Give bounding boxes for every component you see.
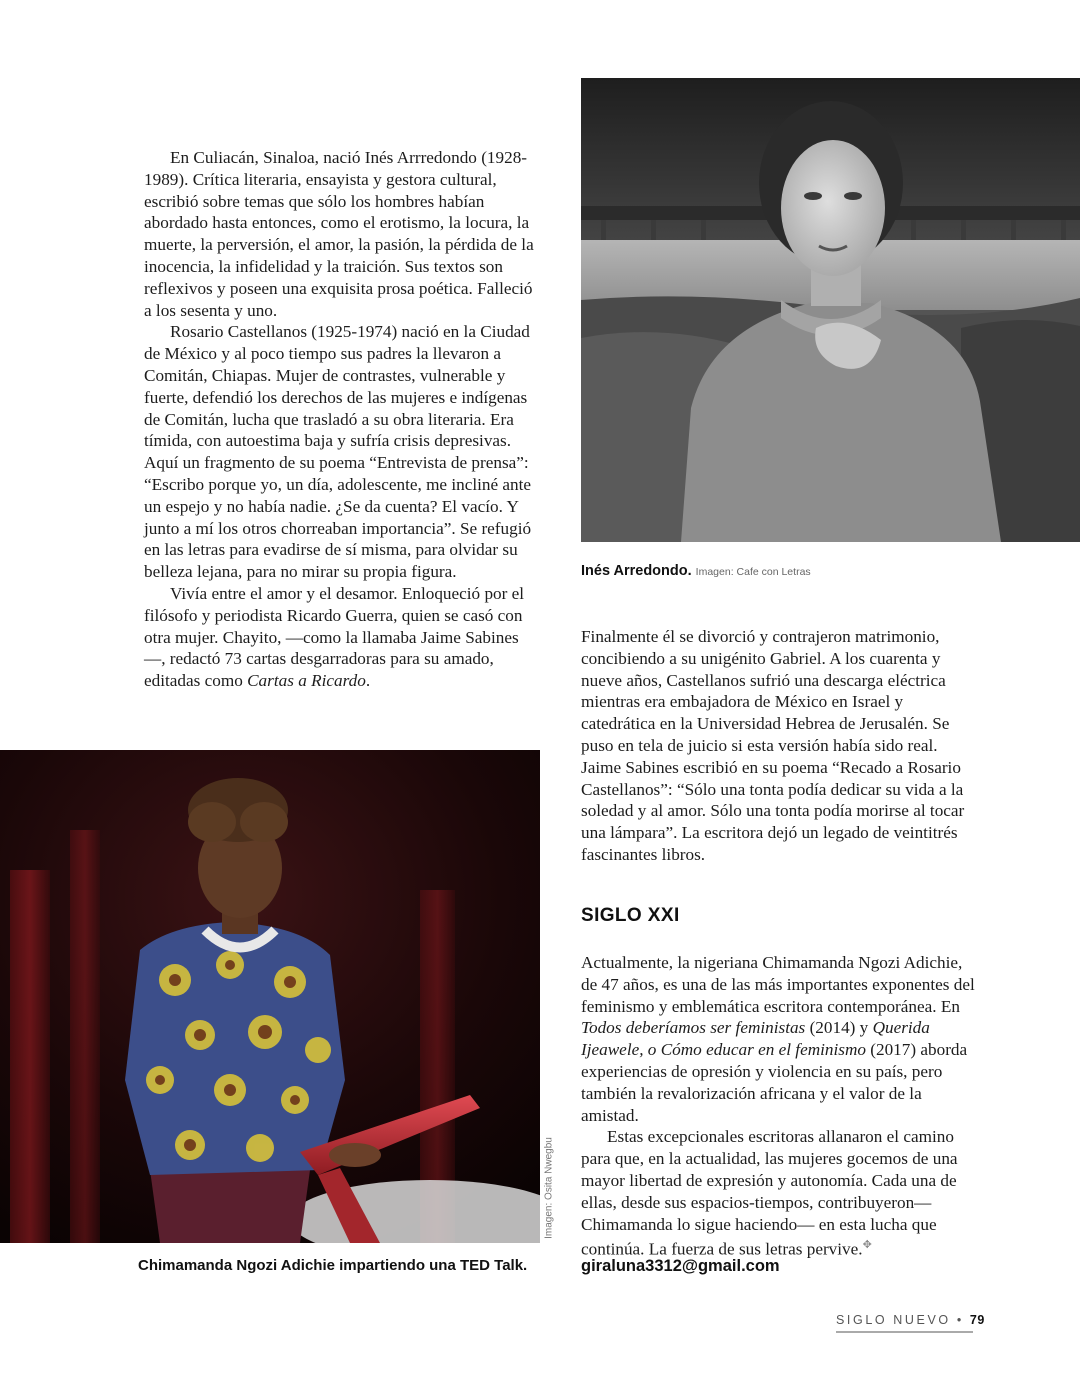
caption-credit: Imagen: Cafe con Letras [695, 566, 811, 578]
paragraph-amor-desamor [144, 583, 540, 692]
author-email[interactable]: giraluna3312@gmail.com [581, 1257, 780, 1275]
ines-arredondo-photo [581, 78, 1080, 542]
paragraph-text: Vivía entre el amor y el desamor. Enloqueció por el filósofo y periodista Ricardo Guerra, quien se casó con otra mujer. Chayito, —como la llamaba Jaime Sabines—, redactó 73 cartas desgarradoras para su amado, editadas como [144, 583, 525, 691]
paragraph-ines-arredondo: En Culiacán, Sinaloa, nació Inés Arrredondo (1928-1989). Crítica literaria, ensayista y gestora cultural, escribió sobre temas que sólo los hombres habían abordado hasta entonces, como el erotismo, la locura, la muerte, la perversión, el amor, la pasión, la pérdida de la inocencia, la infidelidad y la traición. Sus textos son reflexivos y poseen una exquisita prosa poética. Falleció a los sesenta y uno. [144, 148, 534, 320]
page-number: 79 [969, 1313, 985, 1327]
paragraph-text-b: (2014) y [805, 1018, 873, 1038]
footer-separator: • [956, 1313, 964, 1327]
paragraph-rosario-castellanos: Rosario Castellanos (1925-1974) nació en la Ciudad de México y al poco tiempo sus padres la llevaron a Comitán, Chiapas. Mujer de contrastes, vulnerable y fuerte, defendió los derechos de las mujeres e indígenas de Comitán, lucha que trasladó a su obra literaria. Era tímida, con autoestima baja y sufría crisis depresivas. Aquí un fragmento de su poema “Entrevista de prensa”: “Escribo porque yo, un día, adolescente, me incliné ante un espejo y no había nadie. ¿Se da cuenta? El vacío. Y junto a mí los otros chorreaban importancia”. Se refugió en las letras para evadirse de sí misma, para olvidar su belleza lejana, para no mirar su propia figura. [144, 322, 532, 582]
book-title-querida-ijeawele: Querida Ijeawele, o Cómo educar en el feminismo [581, 1018, 930, 1060]
end-mark-icon: ✥ [862, 1239, 872, 1252]
caption-name: Inés Arredondo. [581, 563, 692, 579]
magazine-name: SIGLO NUEVO [836, 1313, 951, 1327]
section-heading: SIGLO XXI [581, 905, 680, 926]
paragraph-end: . [365, 671, 371, 691]
chimamanda-photo-caption: Chimamanda Ngozi Adichie impartiendo una TED Talk. [138, 1257, 528, 1274]
chimamanda-photo-credit [541, 1132, 557, 1244]
right-text-column-upper [581, 626, 981, 866]
page-footer [836, 1313, 985, 1333]
book-title-cartas: Cartas a Ricardo [247, 671, 366, 691]
chimamanda-photo [0, 750, 540, 1243]
book-title-feministas: Todos deberíamos ser feministas [581, 1018, 806, 1038]
left-text-column [144, 147, 540, 692]
right-text-column-lower [581, 952, 981, 1261]
paragraph-conclusion [581, 1126, 981, 1261]
paragraph-text-a: Actualmente, la nigeriana Chimamanda Ngozi Adichie, de 47 años, es una de las más importantes exponentes del feminismo y emblemática escritora contemporánea. En [581, 953, 975, 1016]
credit-text: Imagen: Osita Nwegbu [543, 1137, 555, 1239]
paragraph-final-castellanos: Finalmente él se divorció y contrajeron matrimonio, concibiendo a su unigénito Gabriel. A los cuarenta y nueve años, Castellanos sufrió una descarga eléctrica mientras era embajadora de México en Israel y catedrática en la Universidad Hebrea de Jerusalén. Se puso en tela de juicio si esta versión había sido real. Jaime Sabines escribió en su poema “Recado a Rosario Castellanos”: “Sólo una tonta podía dedicar su vida a la soledad y al amor. Sólo una tonta podía morirse al tocar una lámpara”. La escritora dejó un legado de veintitrés fascinantes libros. [581, 627, 965, 864]
paragraph-text-c: (2017) aborda experiencias de opresión y violencia en su país, pero también la revalorización africana y el valor de la amistad. [581, 1040, 968, 1125]
paragraph-chimamanda [581, 952, 981, 1126]
ines-photo-caption [581, 563, 811, 579]
paragraph-text: Estas excepcionales escritoras allanaron el camino para que, en la actualidad, las mujeres gocemos de una mayor libertad de expresión y autonomía. Cada una de ellas, desde sus espacios-tiempos, contribuyeron—Chimamanda lo sigue haciendo— en esta lucha que continúa. La fuerza de sus letras pervive. [581, 1127, 958, 1260]
